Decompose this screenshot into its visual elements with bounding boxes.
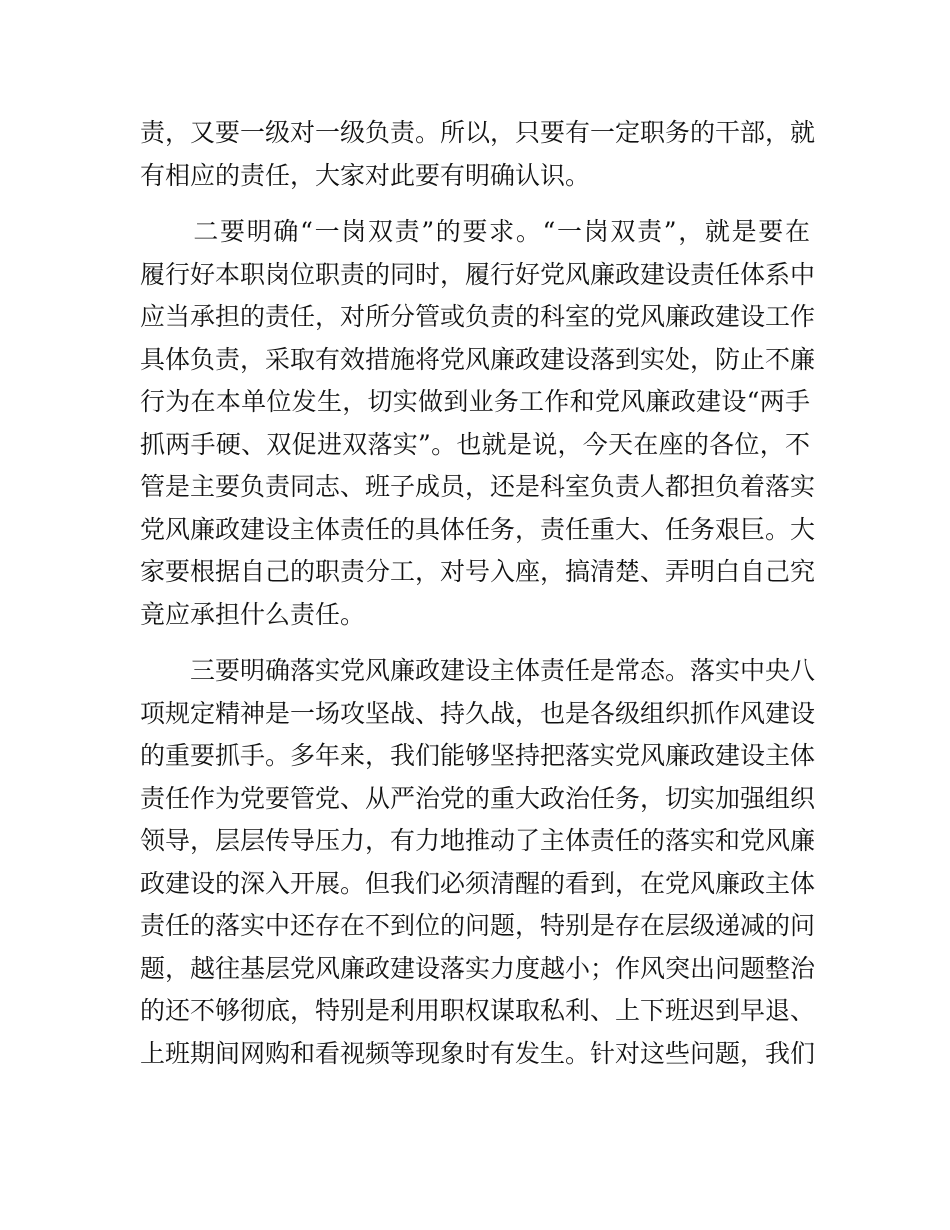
text-line: 的还不够彻底，特别是利用职权谋取私利、上下班迟到早退、	[140, 996, 816, 1025]
text-line: 党风廉政建设主体责任的具体任务，责任重大、任务艰巨。大	[140, 514, 816, 544]
text-line: 上班期间网购和看视频等现象时有发生。针对这些问题，我们	[140, 1038, 816, 1068]
text-line: 抓两手硬、双促进双落实”。也就是说，今天在座的各位，不	[140, 429, 810, 459]
text-line: 应当承担的责任，对所分管或负责的科室的党风廉政建设工作	[140, 302, 816, 331]
text-line: 领导，层层传导压力，有力地推动了主体责任的落实和党风廉	[140, 826, 816, 855]
paragraph-3	[140, 650, 816, 1075]
text-line: 责任的落实中还存在不到位的问题，特别是存在层级递减的问	[140, 911, 816, 940]
text-line: 二要明确“一岗双责”的要求。“一岗双责”，就是要在	[140, 217, 810, 246]
text-line: 责，又要一级对一级负责。所以，只要有一定职务的干部，就	[140, 118, 816, 147]
paragraph-2	[140, 211, 816, 636]
text-line: 的重要抓手。多年来，我们能够坚持把落实党风廉政建设主体	[140, 741, 816, 770]
text-line: 管是主要负责同志、班子成员，还是科室负责人都担负着落实	[140, 472, 816, 501]
text-line: 项规定精神是一场攻坚战、持久战，也是各级组织抓作风建设	[140, 698, 816, 728]
text-line: 家要根据自己的职责分工，对号入座，搞清楚、弄明白自己究	[140, 557, 816, 586]
text-line: 政建设的深入开展。但我们必须清醒的看到，在党风廉政主体	[140, 868, 816, 898]
text-line: 题，越往基层党风廉政建设落实力度越小；作风突出问题整治	[140, 953, 816, 983]
text-line: 具体负责，采取有效措施将党风廉政建设落到实处，防止不廉	[140, 344, 816, 374]
text-line: 行为在本单位发生，切实做到业务工作和党风廉政建设“两手	[140, 387, 810, 416]
text-line: 责任作为党要管党、从严治党的重大政治任务，切实加强组织	[140, 783, 816, 813]
text-line: 有相应的责任，大家对此要有明确认识。	[140, 160, 591, 190]
text-line: 三要明确落实党风廉政建设主体责任是常态。落实中央八	[140, 656, 816, 685]
paragraph-1	[140, 112, 816, 197]
text-line: 竟应承担什么责任。	[140, 599, 366, 629]
text-line: 履行好本职岗位职责的同时，履行好党风廉政建设责任体系中	[140, 259, 816, 289]
document-body	[140, 112, 816, 1075]
